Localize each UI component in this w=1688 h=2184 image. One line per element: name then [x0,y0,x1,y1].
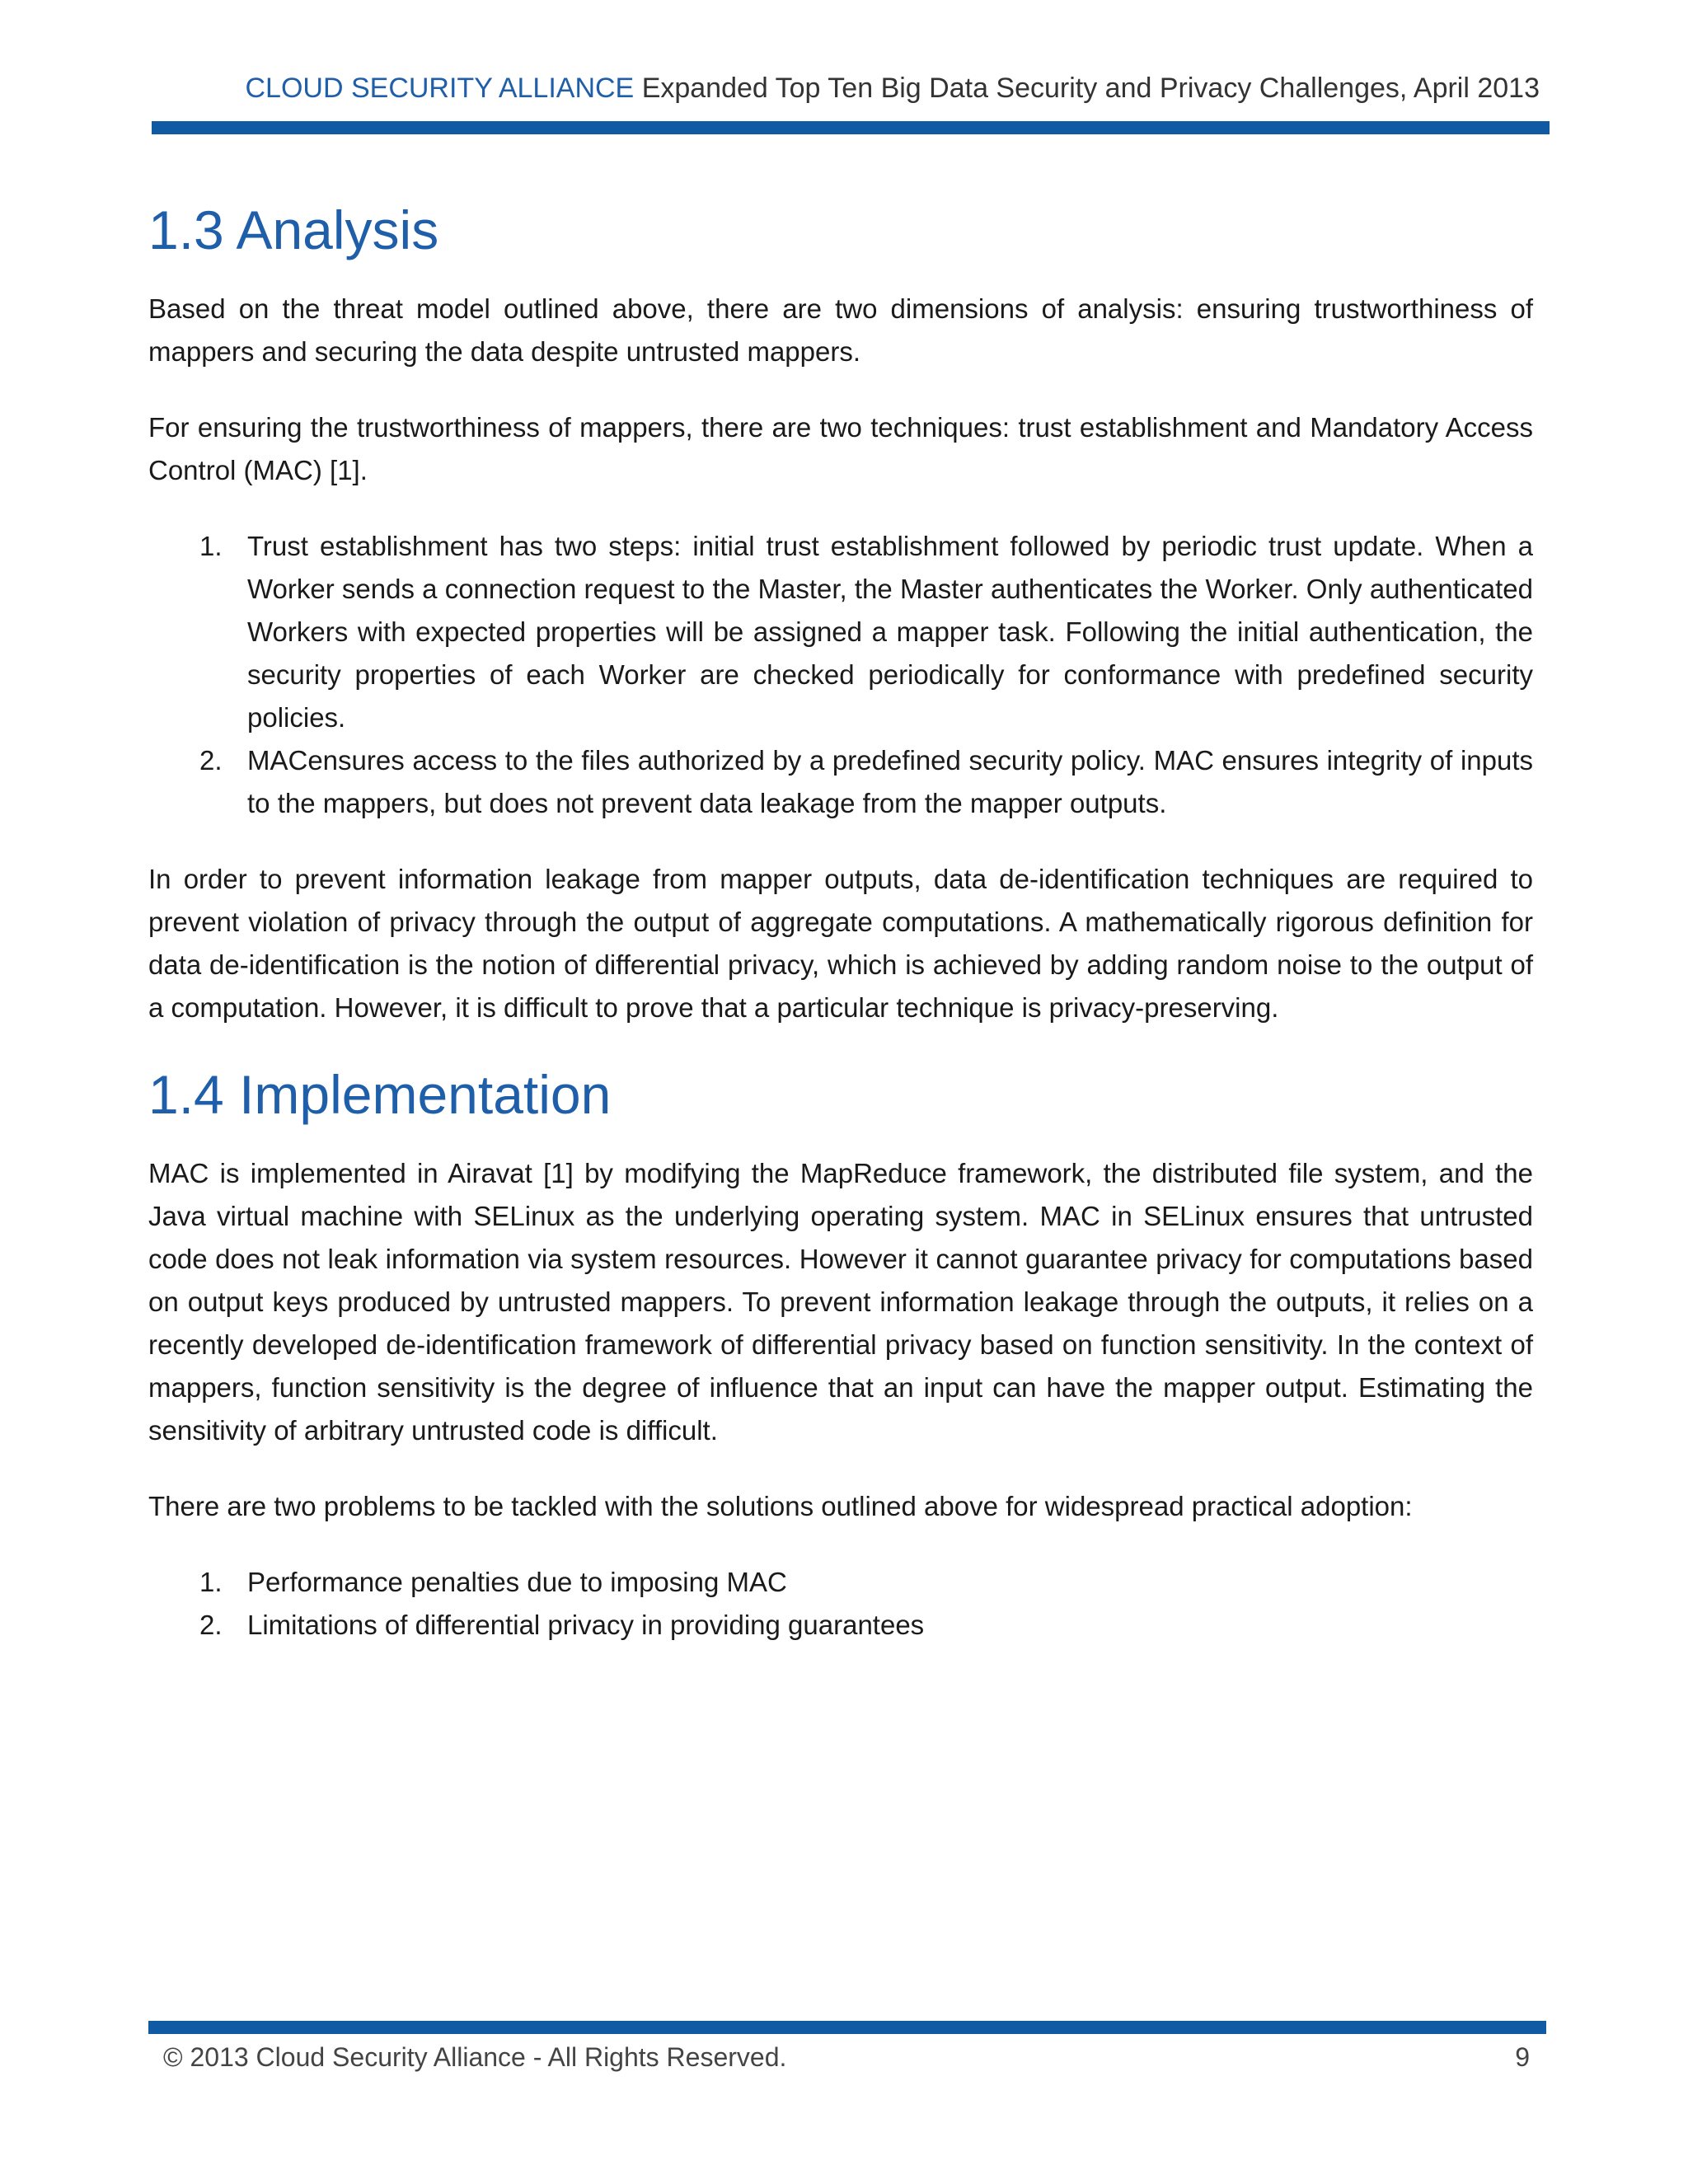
list-item-text: Limitations of differential privacy in providing guarantees [247,1610,925,1641]
page-content [148,198,1533,1680]
section-heading-analysis: 1.3 Analysis [148,199,439,260]
header-org: CLOUD SECURITY ALLIANCE [245,73,635,104]
list-item-text: Trust establishment has two steps: initial trust establishment followed by periodic trust update. When a Worker sends a connection request to the Master, the Master authenticates the Worker. Only authenticated Workers with expected properties will be assigned a mapper task. Following the initial authentication, the security properties of each Worker are checked periodically for conformance with predefined security policies. [247,531,1533,733]
list-item-text: Performance penalties due to imposing MAC [247,1567,787,1598]
section-heading-implementation: 1.4 Implementation [148,1064,612,1126]
list-number: 1. [199,531,223,562]
list-number: 2. [199,1610,223,1641]
list-number: 1. [199,1567,223,1598]
numbered-list [148,1561,1533,1647]
paragraph: In order to prevent information leakage from mapper outputs, data de-identification techniques are required to prevent violation of privacy through the output of aggregate computations. A mathematically rigorous definition for data de-identification is the notion of differential privacy, which is achieved by adding random noise to the output of a computation. However, it is difficult to prove that a particular technique is privacy-preserving. [148,864,1533,1024]
list-item [199,1604,1533,1647]
header-rule [152,121,1550,134]
numbered-list [148,525,1533,825]
footer-copyright: © 2013 Cloud Security Alliance - All Rights Reserved. [163,2042,787,2072]
list-item [199,1561,1533,1604]
paragraph: For ensuring the trustworthiness of mappers, there are two techniques: trust establishment and Mandatory Access Control (MAC) [1]. [148,412,1533,486]
list-number: 2. [199,745,223,776]
header-title: Expanded Top Ten Big Data Security and Privacy Challenges, April 2013 [641,73,1540,104]
page-number: 9 [1515,2042,1530,2072]
list-item [199,525,1533,739]
paragraph: MAC is implemented in Airavat [1] by modifying the MapReduce framework, the distributed file system, and the Java virtual machine with SELinux as the underlying operating system. MAC in SELinux ensures that untrusted code does not leak information via system resources. However it cannot guarantee privacy for computations based on output keys produced by untrusted mappers. To prevent information leakage through the outputs, it relies on a recently developed de-identification framework of differential privacy based on function sensitivity. In the context of mappers, function sensitivity is the degree of influence that an input can have the mapper output. Estimating the sensitivity of arbitrary untrusted code is difficult. [148,1158,1533,1446]
paragraph: There are two problems to be tackled with the solutions outlined above for widespread practical adoption: [148,1491,1413,1522]
list-item-text: MACensures access to the files authorized by a predefined security policy. MAC ensures integrity of inputs to the mappers, but does not prevent data leakage from the mapper outputs. [247,745,1533,819]
page-header [152,73,1540,105]
paragraph: Based on the threat model outlined above, there are two dimensions of analysis: ensuring trustworthiness of mappers and securing the data despite untrusted mappers. [148,293,1533,368]
footer-rule [148,2021,1546,2034]
list-item [199,739,1533,825]
